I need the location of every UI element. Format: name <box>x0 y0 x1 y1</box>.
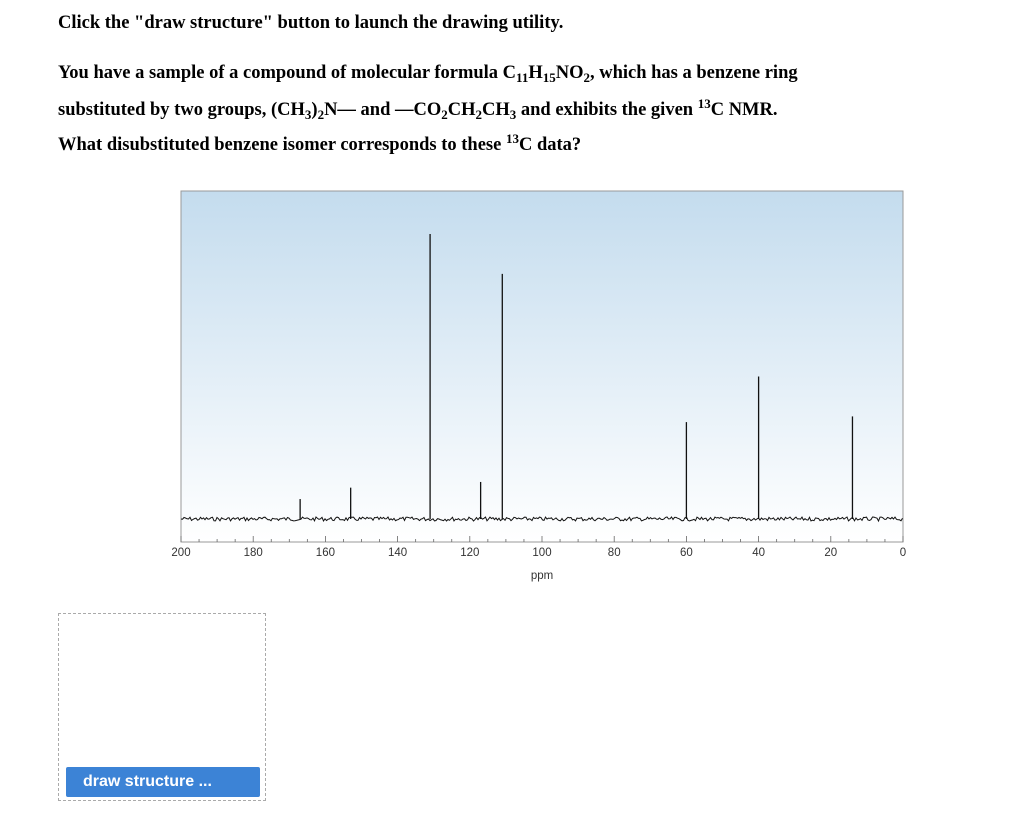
instruction-label: Click the "draw structure" button to launch the drawing utility. <box>58 13 564 33</box>
q2e: CH <box>482 100 510 120</box>
q2s1: 3 <box>304 107 312 122</box>
tick-label-60: 60 <box>680 547 693 559</box>
x-axis-label: ppm <box>530 570 554 582</box>
q2s4: 2 <box>475 107 483 122</box>
q3a: What disubstituted benzene isomer corresponds to these <box>58 135 506 155</box>
q1a: You have a sample of a compound of molecular formula C <box>58 63 517 83</box>
q1s1: 11 <box>516 70 529 85</box>
tick-label-140: 140 <box>388 547 408 559</box>
q2d: CH <box>447 100 476 120</box>
q3b: C data? <box>518 135 582 155</box>
q2b: ) <box>311 100 318 120</box>
tick-label-180: 180 <box>243 547 263 559</box>
q2sup: 13 <box>697 96 711 111</box>
tick-label-100: 100 <box>532 547 552 559</box>
q1d: , which has a benzene ring <box>589 63 798 83</box>
tick-label-200: 200 <box>171 547 191 559</box>
tick-label-20: 20 <box>824 547 838 559</box>
q2c: N— and —CO <box>324 100 442 120</box>
q1c: NO <box>555 63 584 83</box>
q3sup: 13 <box>505 131 519 146</box>
tick-label-160: 160 <box>315 547 335 559</box>
q2g: C NMR. <box>710 100 778 120</box>
q1s3: 2 <box>583 70 590 85</box>
tick-label-40: 40 <box>752 547 765 559</box>
q2s5: 3 <box>509 107 517 122</box>
plot-background <box>181 191 903 542</box>
q2f: and exhibits the given <box>516 100 698 120</box>
tick-label-80: 80 <box>607 547 621 559</box>
draw-structure-button[interactable]: draw structure ... <box>66 767 260 797</box>
tick-label-0: 0 <box>899 547 907 559</box>
q2s3: 2 <box>441 107 448 122</box>
q1b: H <box>528 63 543 83</box>
q2s2: 2 <box>317 107 325 122</box>
q2a: substituted by two groups, (CH <box>58 100 305 120</box>
q1s2: 15 <box>542 70 556 85</box>
tick-label-120: 120 <box>460 547 480 559</box>
